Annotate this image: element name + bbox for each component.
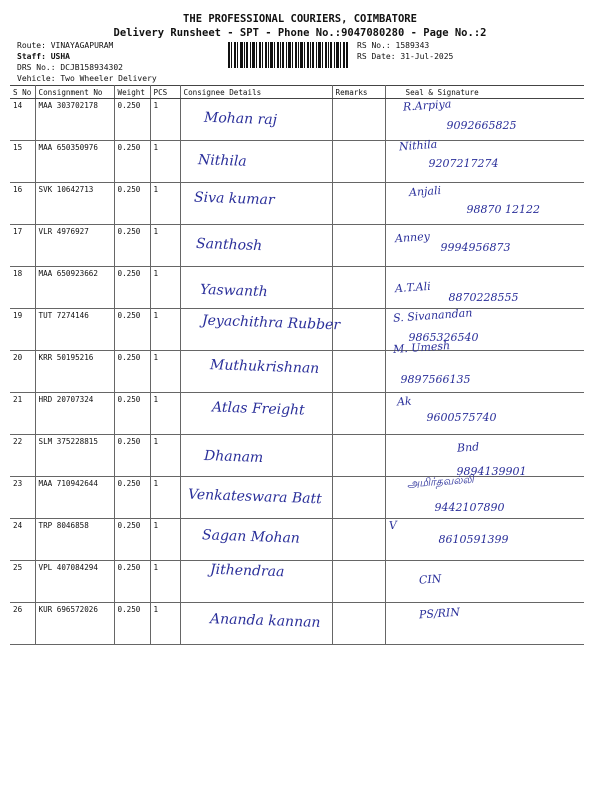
remarks-cell [332, 99, 385, 141]
consignee-cell [180, 183, 332, 225]
receiver-phone-handwritten: 9897566135 [400, 373, 471, 386]
consignee-cell [180, 519, 332, 561]
pieces-count: 1 [150, 141, 180, 183]
seal-signature-cell [385, 561, 584, 603]
consignee-cell [180, 351, 332, 393]
remarks-cell [332, 267, 385, 309]
pieces-count: 1 [150, 225, 180, 267]
route-label: Route: VINAYAGAPURAM [17, 41, 114, 50]
consignment-number: VLR 4976927 [35, 225, 114, 267]
remarks-cell [332, 519, 385, 561]
pieces-count: 1 [150, 603, 180, 645]
runsheet-subtitle: Delivery Runsheet - SPT - Phone No.:9047080280 - Page No.:2 [113, 27, 487, 39]
consignment-number: HRD 20707324 [35, 393, 114, 435]
consignee-cell [180, 225, 332, 267]
consignment-number: MAA 650923662 [35, 267, 114, 309]
pieces-count: 1 [150, 351, 180, 393]
pieces-count: 1 [150, 435, 180, 477]
consignee-name-handwritten: Sagan Mohan [201, 527, 300, 547]
serial-number: 17 [10, 225, 35, 267]
seal-signature-cell [385, 519, 584, 561]
table-row [10, 309, 584, 351]
serial-number: 18 [10, 267, 35, 309]
header-sno: S No [10, 86, 35, 99]
pieces-count: 1 [150, 477, 180, 519]
table-row [10, 183, 584, 225]
runsheet-table [10, 85, 584, 645]
receiver-signature: Anjali [408, 183, 441, 200]
seal-signature-cell [385, 435, 584, 477]
receiver-phone-handwritten: 9994956873 [440, 241, 511, 254]
remarks-cell [332, 141, 385, 183]
serial-number: 21 [10, 393, 35, 435]
remarks-cell [332, 477, 385, 519]
consignment-number: MAA 710942644 [35, 477, 114, 519]
remarks-cell [332, 603, 385, 645]
drs-number: DRS No.: DCJB158934302 [17, 63, 123, 72]
receiver-phone-handwritten: 9865326540 [408, 331, 479, 344]
receiver-signature: S. Sivanandan [392, 306, 473, 325]
seal-signature-cell [385, 183, 584, 225]
consignee-name-handwritten: Jithendraa [209, 561, 285, 581]
consignee-name-handwritten: Venkateswara Batt [187, 486, 322, 508]
consignment-number: KUR 696572026 [35, 603, 114, 645]
serial-number: 23 [10, 477, 35, 519]
table-row [10, 267, 584, 309]
table-row [10, 99, 584, 141]
receiver-phone-handwritten: 8610591399 [438, 533, 509, 546]
receiver-signature: Ak [396, 394, 412, 409]
serial-number: 15 [10, 141, 35, 183]
consignee-cell [180, 99, 332, 141]
weight-value: 0.250 [114, 603, 150, 645]
receiver-phone-handwritten: 9600575740 [426, 411, 497, 424]
seal-signature-cell [385, 339, 584, 393]
consignment-number: SLM 375228815 [35, 435, 114, 477]
serial-number: 25 [10, 561, 35, 603]
pieces-count: 1 [150, 309, 180, 351]
weight-value: 0.250 [114, 309, 150, 351]
remarks-cell [332, 309, 385, 351]
consignee-name-handwritten: Yaswanth [199, 281, 268, 301]
seal-signature-cell [385, 603, 584, 645]
rs-number: RS No.: 1589343 [357, 41, 430, 50]
weight-value: 0.250 [114, 519, 150, 561]
remarks-cell [332, 183, 385, 225]
consignee-cell [180, 603, 332, 645]
seal-signature-cell [385, 137, 584, 183]
courier-company-title: THE PROFESSIONAL COURIERS, COIMBATORE [183, 13, 417, 25]
header-remarks: Remarks [332, 86, 385, 99]
consignee-name-handwritten: Muthukrishnan [209, 357, 319, 377]
seal-signature-cell [385, 393, 584, 435]
table-row [10, 393, 584, 435]
pieces-count: 1 [150, 267, 180, 309]
header-weight: Weight [114, 86, 150, 99]
weight-value: 0.250 [114, 267, 150, 309]
header-seal-signature: Seal & Signature [385, 86, 584, 99]
seal-signature-cell [385, 472, 584, 519]
receiver-phone-handwritten: 8870228555 [448, 291, 519, 304]
receiver-signature: CIN [418, 572, 442, 587]
receiver-phone-handwritten: 9092665825 [446, 119, 517, 132]
consignee-name-handwritten: Santhosh [195, 235, 262, 255]
receiver-signature: R.Arpiya [402, 97, 452, 114]
receiver-signature: Bnd [456, 440, 480, 455]
receiver-signature: M. Umesh [392, 339, 451, 356]
table-row [10, 477, 584, 519]
table-row [10, 141, 584, 183]
consignment-number: KRR 50195216 [35, 351, 114, 393]
consignment-number: VPL 407084294 [35, 561, 114, 603]
vehicle-label: Vehicle: Two Wheeler Delivery [17, 74, 157, 83]
header-consignment-no: Consignment No [35, 86, 114, 99]
receiver-signature: Anney [394, 229, 430, 246]
consignment-number: TRP 8046858 [35, 519, 114, 561]
pieces-count: 1 [150, 561, 180, 603]
pieces-count: 1 [150, 183, 180, 225]
header-consignee-details: Consignee Details [180, 86, 332, 99]
consignee-cell [180, 267, 332, 309]
seal-signature-cell [385, 267, 584, 309]
staff-label: Staff: USHA [17, 52, 70, 61]
receiver-signature: PS/RIN [418, 605, 460, 622]
weight-value: 0.250 [114, 477, 150, 519]
barcode-image [228, 42, 348, 68]
weight-value: 0.250 [114, 141, 150, 183]
consignee-name-handwritten: Siva kumar [193, 189, 275, 209]
table-header-row [10, 86, 584, 99]
consignee-name-handwritten: Mohan raj [203, 109, 277, 129]
receiver-phone-handwritten: 98870 12122 [466, 203, 540, 216]
remarks-cell [332, 351, 385, 393]
pieces-count: 1 [150, 99, 180, 141]
consignee-cell [180, 561, 332, 603]
seal-signature-cell [385, 99, 584, 141]
table-row [10, 225, 584, 267]
table-row [10, 603, 584, 645]
table-row [10, 435, 584, 477]
serial-number: 24 [10, 519, 35, 561]
serial-number: 14 [10, 99, 35, 141]
consignee-name-handwritten: Dhanam [203, 447, 263, 467]
receiver-signature: V [388, 518, 397, 533]
rs-date: RS Date: 31-Jul-2025 [357, 52, 454, 61]
consignment-number: SVK 10642713 [35, 183, 114, 225]
weight-value: 0.250 [114, 561, 150, 603]
consignment-number: MAA 650350976 [35, 141, 114, 183]
serial-number: 16 [10, 183, 35, 225]
weight-value: 0.250 [114, 393, 150, 435]
consignee-cell [180, 477, 332, 519]
pieces-count: 1 [150, 519, 180, 561]
remarks-cell [332, 393, 385, 435]
serial-number: 20 [10, 351, 35, 393]
receiver-signature: Nithila [398, 137, 438, 154]
remarks-cell [332, 435, 385, 477]
consignee-cell [180, 141, 332, 183]
table-row [10, 561, 584, 603]
receiver-phone-handwritten: 9207217274 [428, 157, 499, 170]
weight-value: 0.250 [114, 183, 150, 225]
serial-number: 19 [10, 309, 35, 351]
remarks-cell [332, 225, 385, 267]
consignee-cell [180, 393, 332, 435]
table-row [10, 351, 584, 393]
weight-value: 0.250 [114, 435, 150, 477]
receiver-signature: A.T.Ali [394, 279, 431, 296]
weight-value: 0.250 [114, 99, 150, 141]
receiver-phone-handwritten: 9442107890 [434, 501, 505, 514]
weight-value: 0.250 [114, 225, 150, 267]
consignee-cell [180, 435, 332, 477]
consignment-number: MAA 303702178 [35, 99, 114, 141]
consignee-cell [180, 309, 340, 351]
seal-signature-cell [385, 225, 584, 267]
consignment-number: TUT 7274146 [35, 309, 114, 351]
consignee-name-handwritten: Ananda kannan [209, 611, 321, 631]
table-row [10, 519, 584, 561]
consignee-name-handwritten: Atlas Freight [211, 399, 305, 419]
consignee-name-handwritten: Nithila [197, 152, 247, 170]
weight-value: 0.250 [114, 351, 150, 393]
consignee-name-handwritten: Jeyachithra Rubber [201, 312, 340, 334]
receiver-phone-handwritten: 9894139901 [456, 465, 527, 478]
serial-number: 22 [10, 435, 35, 477]
header-pcs: PCS [150, 86, 180, 99]
pieces-count: 1 [150, 393, 180, 435]
receiver-signature: அமிர்தவல்லி [406, 472, 474, 491]
serial-number: 26 [10, 603, 35, 645]
remarks-cell [332, 561, 385, 603]
